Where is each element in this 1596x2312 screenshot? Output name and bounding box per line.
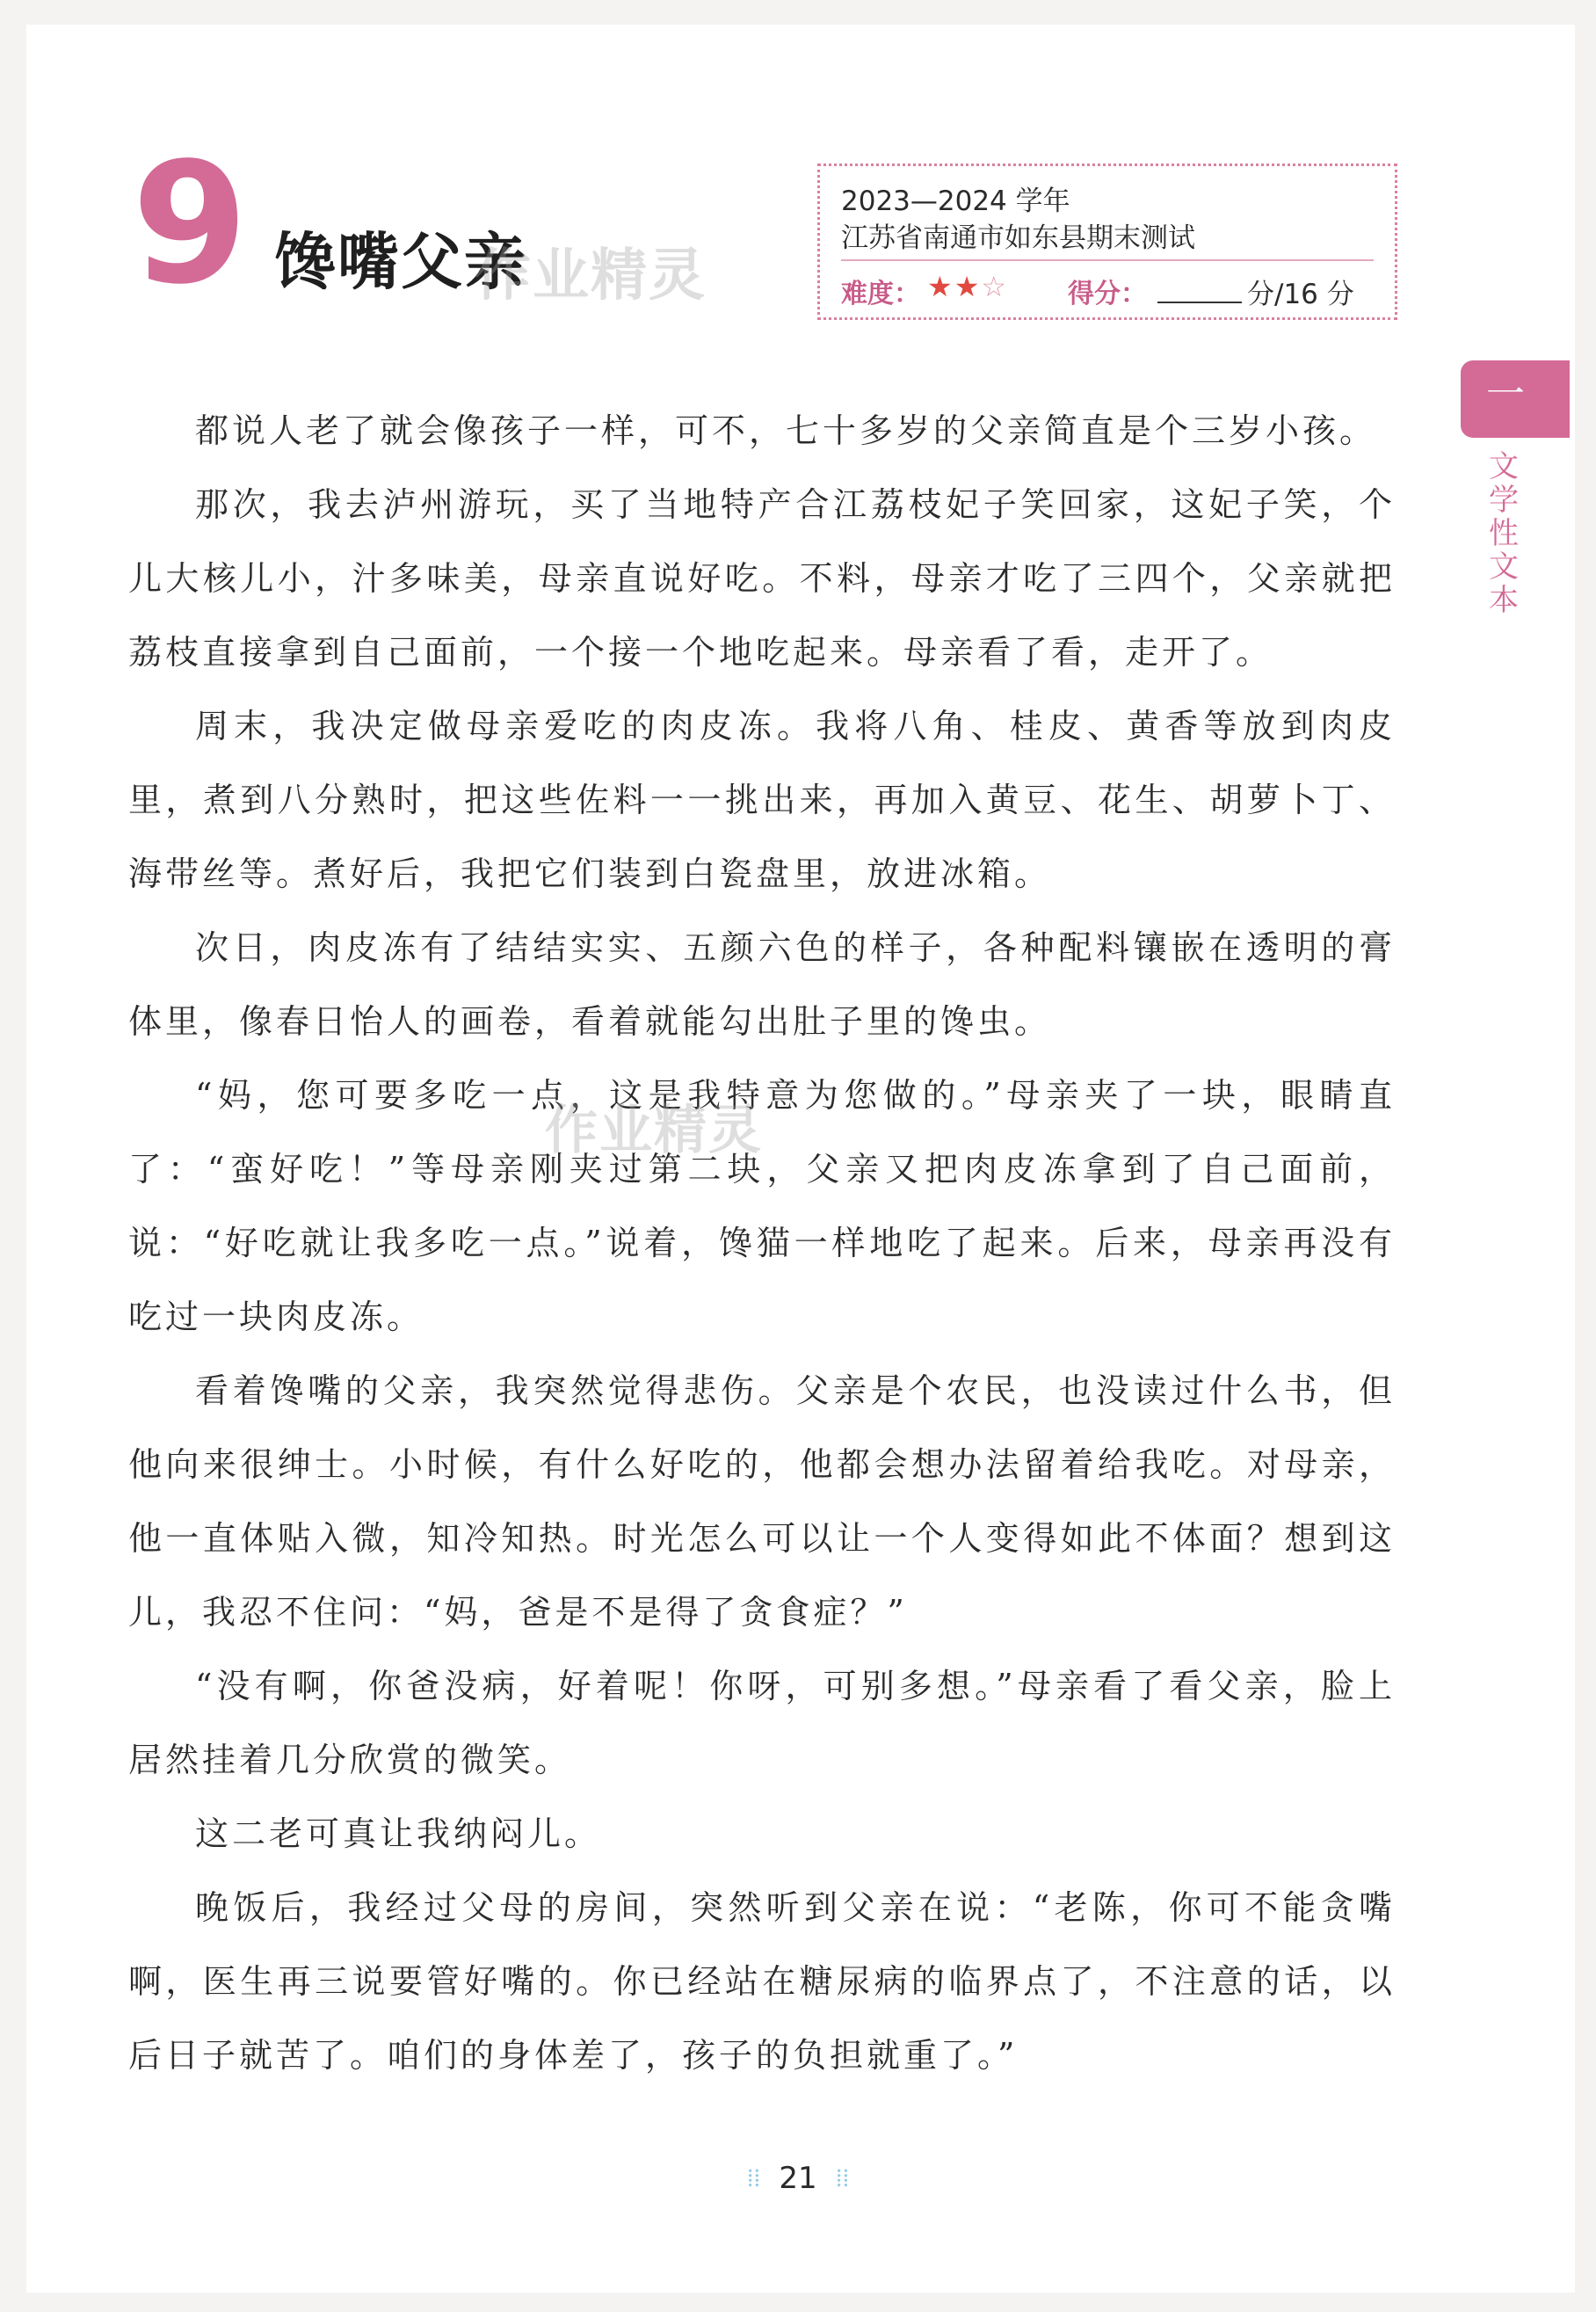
divider	[841, 259, 1374, 261]
dots-decoration-icon: ⁞⁞	[835, 2163, 850, 2192]
lesson-title: 馋嘴父亲	[274, 226, 527, 298]
article-body	[128, 394, 1396, 2092]
paragraph: 这二老可真让我纳闷儿。	[195, 1814, 602, 1853]
star-filled-icon: ★	[954, 270, 982, 303]
exam-info-box	[817, 164, 1397, 320]
watermark: 作业精灵	[545, 1100, 763, 1161]
star-filled-icon: ★	[927, 270, 954, 303]
paragraph: “没有啊，你爸没病，好着呢！你呀，可别多想。”母亲看了看父亲，脸上居然挂着几分欣赏的微笑。	[128, 1667, 1396, 1779]
paragraph: 都说人老了就会像孩子一样，可不，七十多岁的父亲简直是个三岁小孩。	[195, 411, 1377, 450]
paragraph: 那次，我去泸州游玩，买了当地特产合江荔枝妃子笑回家，这妃子笑，个儿大核儿小，汁多味美，母亲直说好吃。不料，母亲才吃了三四个，父亲就把荔枝直接拿到自己面前，一个接一个地吃起来。母亲看了看，走开了。	[128, 485, 1396, 672]
section-tab-number: 一	[1486, 372, 1525, 417]
watermark: 作业精灵	[475, 244, 707, 309]
page-number: 21	[779, 2161, 817, 2196]
score-total: 分/16 分	[1247, 279, 1354, 310]
section-label: 文学性文本	[1489, 449, 1519, 618]
difficulty-label: 难度：	[841, 279, 920, 309]
star-empty-icon: ☆	[981, 270, 1009, 303]
difficulty-stars	[927, 270, 1008, 303]
paragraph: 晚饭后，我经过父母的房间，突然听到父亲在说：“老陈，你可不能贪嘴啊，医生再三说要管好嘴的。你已经站在糖尿病的临界点了，不注意的话，以后日子就苦了。咱们的身体差了，孩子的负担就重了。”	[128, 1888, 1396, 2075]
paragraph: 看着馋嘴的父亲，我突然觉得悲伤。父亲是个农民，也没读过什么书，但他向来很绅士。小时候，有什么好吃的，他都会想办法留着给我吃。对母亲，他一直体贴入微，知冷知热。时光怎么可以让一个人变得如此不体面？想到这儿，我忍不住问：“妈，爸是不是得了贪食症？”	[128, 1371, 1396, 1632]
paragraph: 周末，我决定做母亲爱吃的肉皮冻。我将八角、桂皮、黄香等放到肉皮里，煮到八分熟时，把这些佐料一一挑出来，再加入黄豆、花生、胡萝卜丁、海带丝等。煮好后，我把它们装到白瓷盘里，放进冰箱。	[128, 707, 1396, 893]
score-blank[interactable]	[1157, 302, 1242, 303]
exam-source: 江苏省南通市如东县期末测试	[841, 222, 1195, 254]
lesson-number: 9	[132, 127, 249, 321]
school-year: 2023—2024 学年	[841, 185, 1070, 217]
score-label: 得分：	[1068, 279, 1147, 309]
paragraph: “妈，您可要多吃一点，这是我特意为您做的。”母亲夹了一块，眼睛直了：“蛮好吃！”等母亲刚夹过第二块，父亲又把肉皮冻拿到了自己面前，说：“好吃就让我多吃一点。”说着，馋猫一样地吃了起来。后来，母亲再没有吃过一块肉皮冻。	[128, 1076, 1396, 1336]
dots-decoration-icon: ⁞⁞	[746, 2163, 761, 2192]
page-footer	[0, 2161, 1596, 2196]
paragraph: 次日，肉皮冻有了结结实实、五颜六色的样子，各种配料镶嵌在透明的膏体里，像春日怡人的画卷，看着就能勾出肚子里的馋虫。	[128, 928, 1396, 1041]
